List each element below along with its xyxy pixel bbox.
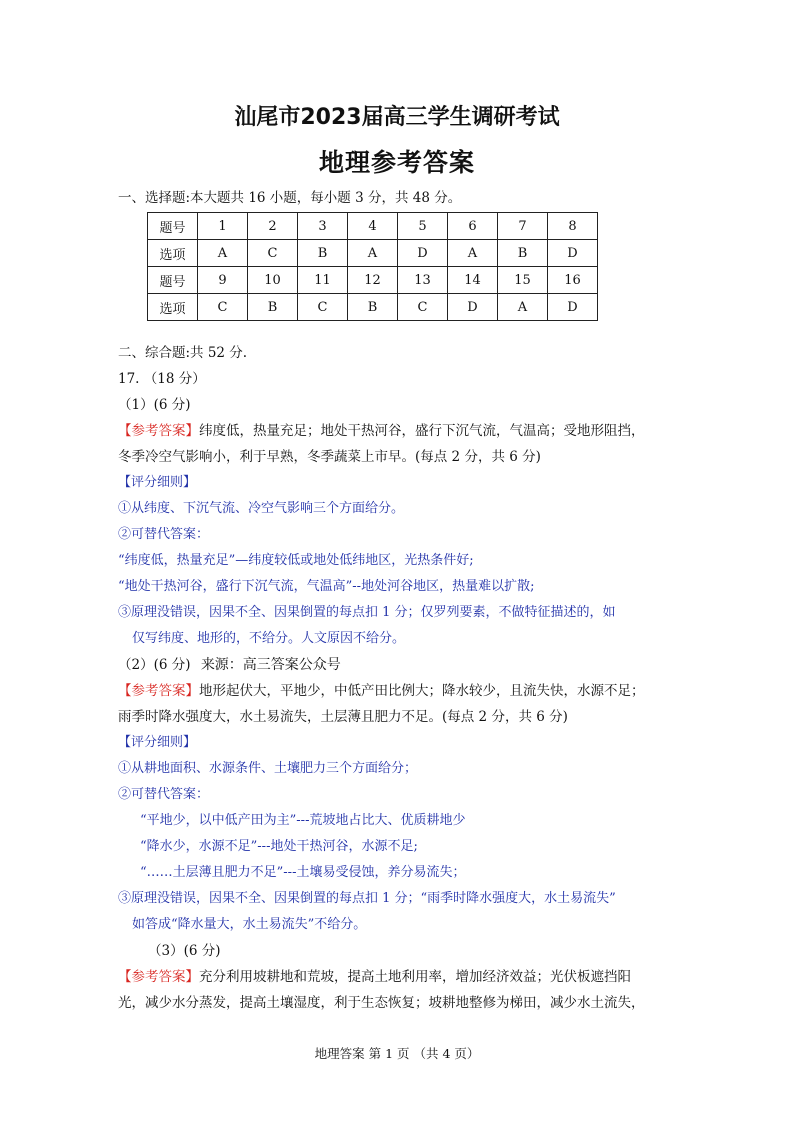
part2-rubric-2c: “……土层薄且肥力不足”---土壤易受侵蚀，养分易流失； [140,865,466,880]
table-cell: A [198,240,248,267]
table-cell: B [298,240,348,267]
part1-rubric-tag: 【评分细则】 [118,475,197,490]
part2-rubric-3a: ③原理没错误，因果不全、因果倒置的每点扣 1 分；“雨季时降水强度大，水土易流失” [118,891,616,906]
table-cell: 15 [498,267,548,294]
part1-rubric-2a: “纬度低，热量充足”—纬度较低或地处低纬地区，光热条件好; [118,553,474,568]
answer-text: 纬度低，热量充足；地处干热河谷，盛行下沉气流，气温高；受地形阻挡， [199,423,645,439]
table-cell: 10 [248,267,298,294]
table-cell: 4 [348,213,398,240]
table-cell: B [348,294,398,321]
table-row-header: 选项 [148,240,198,267]
part2-label: （2）(6 分) [118,657,191,673]
section1-heading: 一、选择题:本大题共 16 小题，每小题 3 分，共 48 分。 [118,190,462,206]
table-cell: 16 [548,267,598,294]
source-note: 来源：高三答案公众号 [200,657,341,673]
question-17-label: 17. （18 分） [118,371,206,387]
table-row [148,240,598,267]
table-row [148,294,598,321]
table-cell: A [348,240,398,267]
table-cell: C [198,294,248,321]
table-cell: 2 [248,213,298,240]
part1-label: （1）(6 分) [118,397,191,413]
table-cell: 8 [548,213,598,240]
part1-answer-line2: 冬季冷空气影响小，利于早熟，冬季蔬菜上市早。(每点 2 分，共 6 分) [118,449,541,465]
exam-title: 汕尾市2023届高三学生调研考试 [234,105,560,130]
table-row [148,213,598,240]
answer-tag: 【参考答案】 [118,683,199,699]
table-cell: 11 [298,267,348,294]
table-cell: D [448,294,498,321]
table-cell: D [548,240,598,267]
part3-label: （3）(6 分) [148,943,221,959]
table-row-header: 题号 [148,267,198,294]
section2-heading: 二、综合题:共 52 分. [118,345,248,361]
table-cell: A [498,294,548,321]
table-cell: 1 [198,213,248,240]
part2-answer-line1 [118,679,645,699]
table-cell: D [548,294,598,321]
part1-answer-line1 [118,419,645,439]
table-cell: C [398,294,448,321]
table-cell: 9 [198,267,248,294]
part1-rubric-3b: 仅写纬度、地形的，不给分。人文原因不给分。 [132,631,406,646]
part2-rubric-3b: 如答成“降水量大，水土易流失”不给分。 [132,917,367,932]
part2-rubric-tag: 【评分细则】 [118,735,197,750]
table-cell: 13 [398,267,448,294]
part1-rubric-3a: ③原理没错误，因果不全、因果倒置的每点扣 1 分；仅罗列要素，不做特征描述的，如 [118,605,616,620]
table-cell: 14 [448,267,498,294]
table-cell: B [248,294,298,321]
part1-rubric-2b: “地处干热河谷，盛行下沉气流，气温高”--地处河谷地区，热量难以扩散; [118,579,535,594]
table-row-header: 选项 [148,294,198,321]
answer-tag: 【参考答案】 [118,423,199,439]
table-cell: 5 [398,213,448,240]
part3-answer-line2: 光，减少水分蒸发，提高土壤湿度，利于生态恢复；坡耕地整修为梯田，减少水土流失， [118,995,645,1011]
table-cell: A [448,240,498,267]
table-cell: B [498,240,548,267]
page-footer: 地理答案 第 1 页 （共 4 页） [314,1046,480,1061]
table-cell: 12 [348,267,398,294]
answer-text: 地形起伏大，平地少，中低产田比例大；降水较少，且流失快，水源不足； [199,683,645,699]
part2-rubric-1: ①从耕地面积、水源条件、土壤肥力三个方面给分； [118,761,418,776]
answer-text: 充分利用坡耕地和荒坡，提高土地利用率，增加经济效益；光伏板遮挡阳 [199,969,631,985]
table-cell: 6 [448,213,498,240]
part3-answer-line1 [118,965,631,985]
part2-answer-line2: 雨季时降水强度大，水土易流失，土层薄且肥力不足。(每点 2 分，共 6 分) [118,709,568,725]
table-cell: C [248,240,298,267]
part1-rubric-1: ①从纬度、下沉气流、冷空气影响三个方面给分。 [118,501,405,516]
table-cell: D [398,240,448,267]
part2-rubric-2: ②可替代答案： [118,787,210,802]
answer-tag: 【参考答案】 [118,969,199,985]
document-title: 地理参考答案 [318,148,475,177]
table-cell: C [298,294,348,321]
part2-rubric-2b: “降水少，水源不足”---地处干热河谷，水源不足; [140,839,418,854]
part2-rubric-2a: “平地少，以中低产田为主”---荒坡地占比大、优质耕地少 [140,813,466,828]
table-cell: 3 [298,213,348,240]
answer-table [147,212,598,321]
table-row-header: 题号 [148,213,198,240]
table-cell: 7 [498,213,548,240]
part2-label-row [118,653,341,674]
table-row [148,267,598,294]
part1-rubric-2: ②可替代答案： [118,527,210,542]
